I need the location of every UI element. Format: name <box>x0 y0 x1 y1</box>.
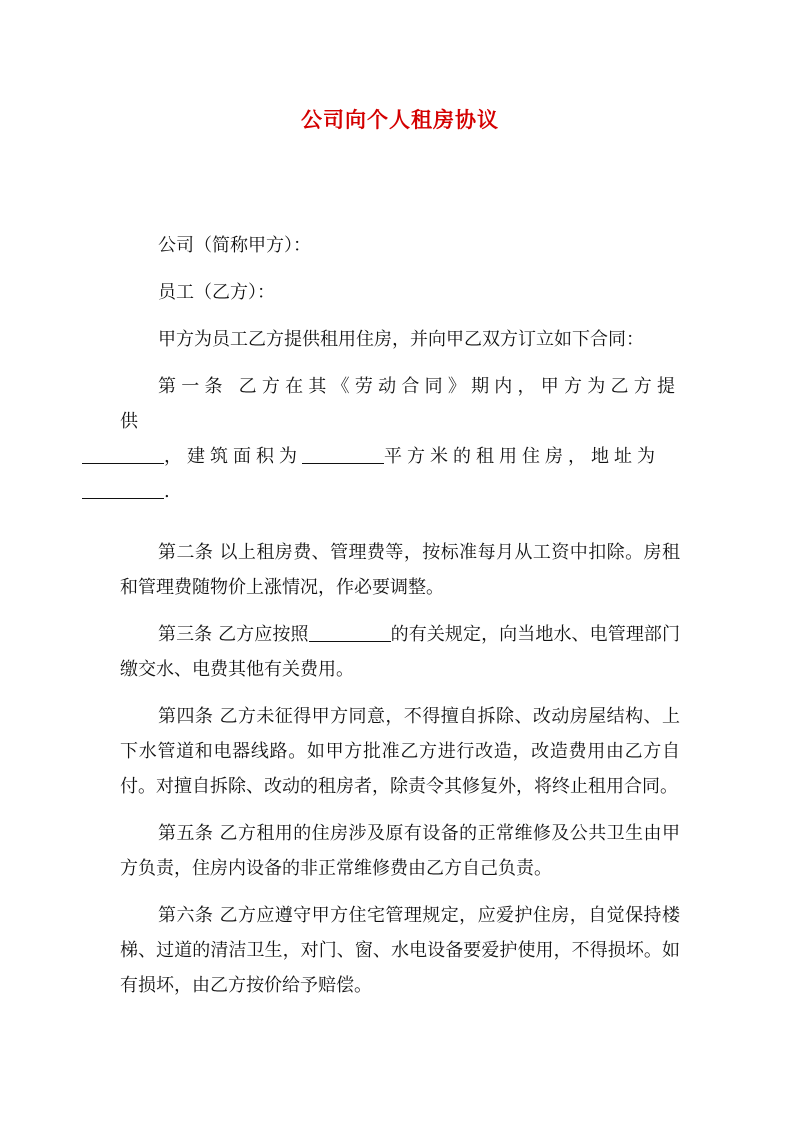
article-3-text-a: 第三条 乙方应按照 <box>158 624 309 645</box>
article-1-blank-1 <box>82 445 164 464</box>
document-body <box>120 228 680 1003</box>
article-1 <box>120 369 680 509</box>
article-1-text-d: . <box>164 481 175 502</box>
document-title: 公司向个人租房协议 <box>301 107 499 132</box>
party-a-line: 公司（简称甲方）： <box>158 235 311 256</box>
party-b-line: 员工（乙方）： <box>158 282 275 303</box>
article-1-blank-2 <box>302 445 384 464</box>
article-4: 第四条 乙方未征得甲方同意，不得擅自拆除、改动房屋结构、上下水管道和电器线路。如甲方批准乙方进行改造，改造费用由乙方自付。对擅自拆除、改动的租房者，除责令其修复外，将终止租用合同。 <box>120 706 680 797</box>
article-1-text-b: ，建筑面积为 <box>164 446 302 467</box>
article-5: 第五条 乙方租用的住房涉及原有设备的正常维修及公共卫生由甲方负责，住房内设备的非正常维修费由乙方自己负责。 <box>120 823 680 879</box>
article-1-text-c: 平方米的租用住房，地址为 <box>384 446 660 467</box>
article-3-text-b: 的有关规定，向当地水、电管理部门缴交水、电费其他有关费用。 <box>120 624 680 680</box>
article-1-blank-3 <box>82 480 164 499</box>
article-3-blank <box>309 623 391 642</box>
article-3 <box>120 617 680 687</box>
article-2: 第二条 以上租房费、管理费等，按标准每月从工资中扣除。房租和管理费随物价上涨情况，作必要调整。 <box>120 542 680 598</box>
intro-paragraph: 甲方为员工乙方提供租用住房，并向甲乙双方订立如下合同： <box>158 329 644 350</box>
article-1-text-a: 第一条 乙方在其《劳动合同》期内，甲方为乙方提供 <box>120 376 680 432</box>
article-6: 第六条 乙方应遵守甲方住宅管理规定，应爱护住房，自觉保持楼梯、过道的清洁卫生，对门、窗、水电设备要爱护使用，不得损坏。如有损坏，由乙方按价给予赔偿。 <box>120 905 680 996</box>
